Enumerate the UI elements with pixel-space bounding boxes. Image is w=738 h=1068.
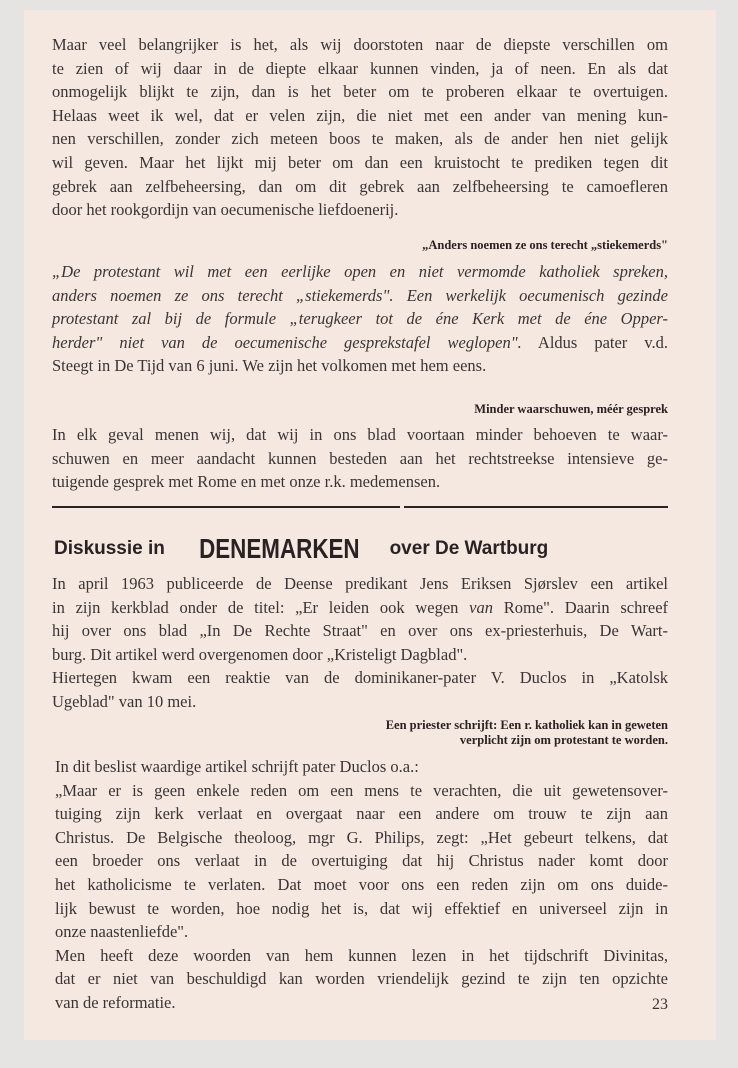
text-line: [52, 331, 668, 355]
paragraph-2-quote: [52, 260, 668, 378]
text-segment: In elk geval menen wij, dat wij in ons blad voortaan minder behoeven te waar-: [52, 425, 668, 444]
text-line: [52, 284, 668, 308]
text-segment: Steegt in De Tijd van 6 juni. We zijn het volkomen met hem eens.: [52, 356, 487, 376]
text-segment: onmogelijk blijkt te zijn, dan is het beter om te proberen elkaar te overtuigen.: [52, 82, 668, 102]
paragraph-1: [52, 33, 668, 222]
text-segment: te zien of wij daar in de diepte elkaar kunnen vinden, ja of neen. En als dat: [52, 58, 668, 78]
text-segment: nen verschillen, zonder zich meteen boos te maken, als de ander hen niet gelijk: [52, 129, 668, 149]
text-line: [52, 447, 668, 471]
text-line: [52, 33, 668, 57]
text-line: [52, 690, 668, 714]
text-line: [52, 643, 668, 667]
subheading-priester-line-1: Een priester schrijft: Een r. katholiek kan in geweten: [385, 718, 668, 732]
divider-left: [52, 506, 400, 508]
text-line: [52, 198, 668, 222]
italic-text: anders noemen ze ons terecht „stiekemerds". Een werkelijk oecumenisch gezinde: [52, 285, 668, 305]
text-line: [55, 755, 668, 779]
text-line: [55, 826, 668, 850]
text-segment: tuiging zijn kerk verlaat en overgaat naar een andere om trouw te zijn aan: [55, 804, 668, 824]
title-after: over De Wartburg: [389, 538, 549, 559]
text-line: [52, 423, 668, 447]
text-line: [52, 104, 668, 128]
text-segment: Helaas weet ik wel, dat er velen zijn, die niet met een ander van mening kun-: [52, 105, 668, 125]
text-line: [52, 127, 668, 151]
text-line: [55, 920, 668, 944]
text-segment: dat er niet van beschuldigd kan worden vriendelijk gezind te zijn ten opzichte: [55, 969, 668, 989]
paragraph-4: [52, 572, 668, 714]
text-segment: burg. Dit artikel werd overgenomen door „Kristeligt Dagblad".: [52, 644, 468, 664]
text-segment: lijk bewust te worden, hoe nodig het is, dat wij effektief en universeel zijn in: [55, 898, 668, 918]
paragraph-3: [52, 423, 668, 494]
subheading-minder-waarschuwen: Minder waarschuwen, méér gesprek: [474, 402, 668, 416]
italic-text: van: [469, 597, 493, 617]
text-line: [55, 991, 668, 1015]
text-segment: in zijn kerkblad onder de titel: „Er leiden ook wegen: [52, 597, 470, 617]
text-line: [52, 175, 668, 199]
text-line: [52, 596, 668, 620]
italic-text: herder" niet van de oecumenische gesprekstafel weglopen".: [52, 332, 522, 352]
text-line: [52, 470, 668, 494]
text-segment: schuwen en meer aandacht kunnen besteden aan het rechtstreekse intensieve ge-: [52, 448, 668, 468]
text-line: [52, 354, 668, 378]
text-segment: onze naastenliefde".: [55, 922, 189, 942]
text-segment: Men heeft deze woorden van hem kunnen lezen in het tijdschrift Divinitas,: [55, 945, 668, 965]
paragraph-5: [55, 755, 668, 1015]
subheading-stiekemerds: „Anders noemen ze ons terecht „stiekemerds": [422, 238, 668, 252]
text-line: [52, 151, 668, 175]
title-before: Diskussie in: [54, 538, 165, 559]
text-line: [52, 260, 668, 284]
text-line: [52, 80, 668, 104]
italic-text: „De protestant wil met een eerlijke open en niet vermomde katholiek spreken,: [52, 262, 668, 281]
text-segment: Rome". Daarin schreef: [492, 597, 669, 617]
text-segment: In dit beslist waardige artikel schrijft pater Duclos o.a.:: [55, 757, 419, 776]
text-line: [55, 897, 668, 921]
subheading-priester-line-2: verplicht zijn om protestant te worden.: [459, 733, 668, 747]
text-segment: In april 1963 publiceerde de Deense predikant Jens Eriksen Sjørslev een artikel: [52, 574, 668, 593]
text-line: [52, 619, 668, 643]
text-segment: Ugeblad" van 10 mei.: [52, 691, 197, 711]
page-number: 23: [652, 996, 668, 1013]
text-segment: het katholicisme te verlaten. Dat moet voor ons een reden zijn om ons duide-: [55, 874, 668, 894]
divider-right: [404, 506, 668, 508]
text-line: [55, 967, 668, 991]
text-segment: gebrek aan zelfbeheersing, dan om dit gebrek aan zelfbeheersing te camoefleren: [52, 176, 668, 196]
text-segment: „Maar er is geen enkele reden om een mens te verachten, die uit gewetensover-: [55, 780, 668, 800]
text-line: [52, 307, 668, 331]
text-line: [55, 779, 668, 803]
text-segment: tuigende gesprek met Rome en met onze r.k. medemensen.: [52, 472, 441, 492]
text-line: [52, 57, 668, 81]
text-segment: hij over ons blad „In De Rechte Straat" en over ons ex-priesterhuis, De Wart-: [52, 621, 668, 641]
text-segment: Maar veel belangrijker is het, als wij doorstoten naar de diepste verschillen om: [52, 35, 668, 54]
article-title: [54, 533, 548, 565]
italic-text: protestant zal bij de formule „terugkeer tot de éne Kerk met de éne Opper-: [52, 309, 668, 329]
text-segment: Hiertegen kwam een reaktie van de dominikaner-pater V. Duclos in „Katolsk: [52, 668, 668, 688]
text-segment: Christus. De Belgische theoloog, mgr G. Philips, zegt: „Het gebeurt telkens, dat: [55, 827, 668, 847]
text-segment: Aldus pater v.d.: [521, 332, 668, 352]
text-line: [55, 849, 668, 873]
text-segment: door het rookgordijn van oecumenische liefdoenerij.: [52, 200, 399, 220]
text-segment: wil geven. Maar het lijkt mij beter om dan een kruistocht te prediken tegen dit: [52, 152, 668, 172]
text-segment: een broeder ons verlaat in de overtuiging dat hij Christus nader komt door: [55, 851, 668, 871]
text-line: [52, 666, 668, 690]
text-segment: van de reformatie.: [55, 992, 176, 1012]
title-highlight: DENEMARKEN: [198, 533, 360, 564]
text-line: [55, 802, 668, 826]
text-line: [55, 873, 668, 897]
text-line: [55, 944, 668, 968]
subheading-priester: [386, 718, 668, 748]
text-line: [52, 572, 668, 596]
